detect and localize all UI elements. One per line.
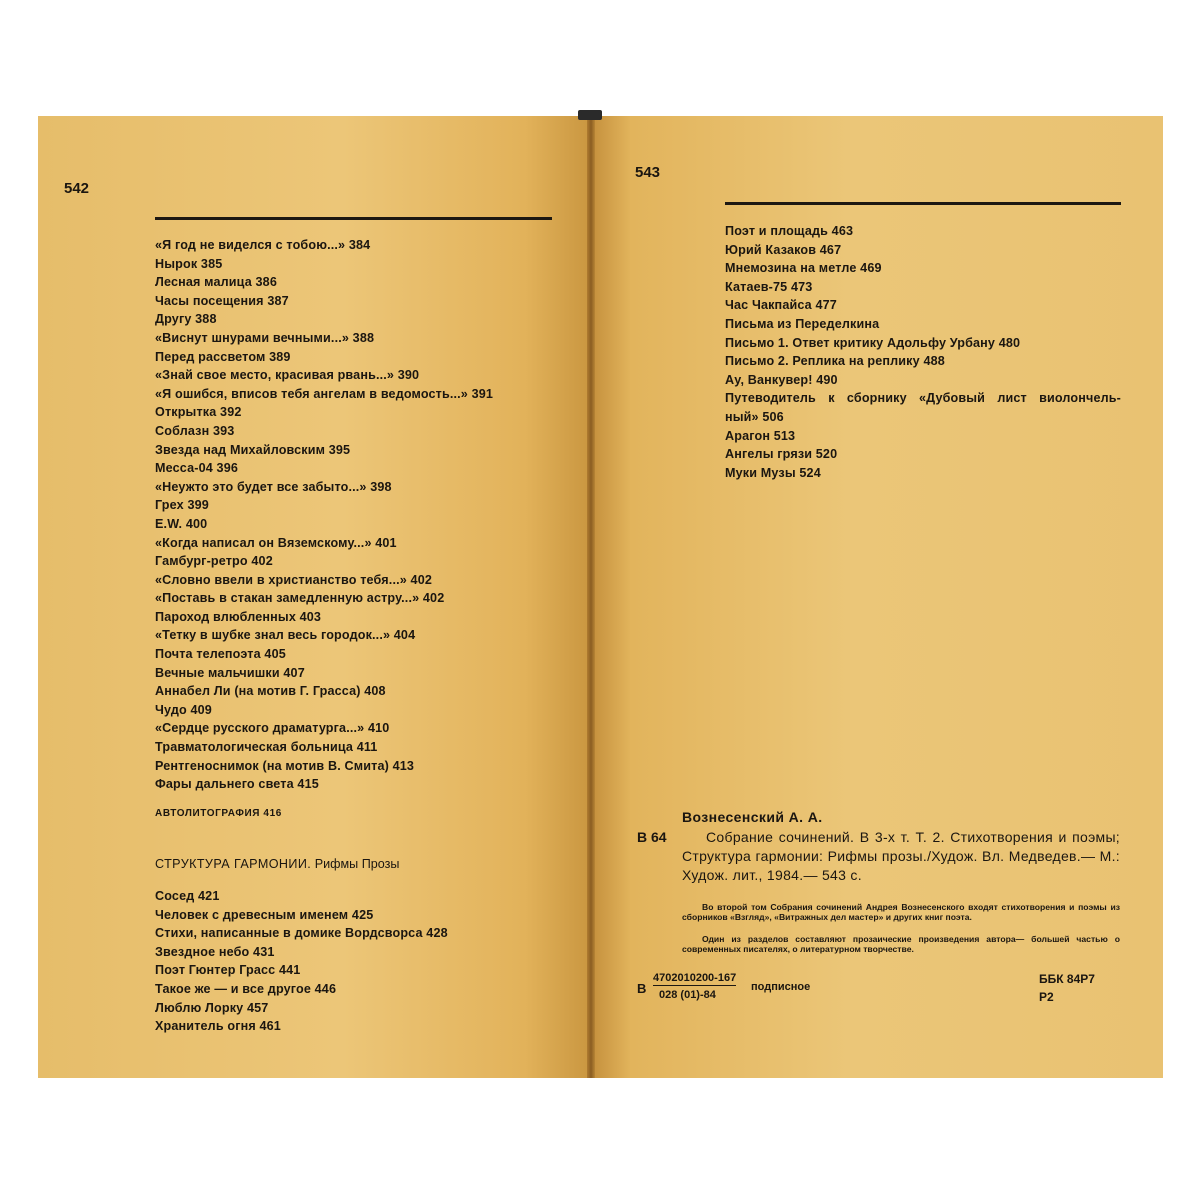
toc-entry: Рентгеноснимок (на мотив В. Смита) 413: [155, 758, 415, 773]
toc-entry: Час Чакпайса 477: [725, 298, 837, 313]
toc-entry: «Знай свое место, красивая рвань...» 390: [155, 368, 420, 383]
toc-entry: Перед рассветом 389: [155, 349, 291, 364]
toc-entry: Люблю Лорку 457: [155, 1000, 269, 1015]
toc-entry: Чудо 409: [155, 702, 212, 717]
index-fraction-bottom: 028 (01)-84: [659, 989, 716, 1001]
toc-entry: Ау, Ванкувер! 490: [725, 372, 838, 387]
toc-entry: Сосед 421: [155, 889, 220, 903]
toc-entry: Вечные мальчишки 407: [155, 665, 305, 680]
toc-entry: Месса-04 396: [155, 461, 239, 476]
book-spine: [587, 116, 595, 1078]
right-page: [591, 116, 1163, 1078]
section-title: [155, 857, 399, 871]
toc-entry: Письмо 2. Реплика на реплику 488: [725, 354, 945, 369]
toc-entry: E.W. 400: [155, 516, 208, 531]
toc-entry: Аннабел Ли (на мотив Г. Грасса) 408: [155, 684, 386, 699]
toc-entry: Человек с древесным именем 425: [155, 907, 374, 922]
toc-list-left: [155, 236, 493, 794]
toc-entry: Путеводитель к сборнику «Дубовый лист виолончель-: [725, 391, 1121, 406]
toc-list-right: [725, 222, 1121, 482]
toc-entry: Часы посещения 387: [155, 293, 289, 308]
toc-entry: Поэт и площадь 463: [725, 224, 854, 238]
toc-list-left-section: [155, 887, 448, 1036]
toc-entry: «Поставь в стакан замедленную астру...» 402: [155, 591, 445, 606]
index-fraction-top: 4702010200-167: [653, 972, 737, 984]
bbk-code: ББК 84Р7: [1039, 972, 1095, 986]
toc-entry: Звезда над Михайловским 395: [155, 442, 351, 457]
toc-entry: Мнемозина на метле 469: [725, 261, 882, 276]
toc-entry: Лесная малица 386: [155, 275, 277, 290]
header-rule-right: [725, 202, 1121, 205]
toc-entry: Хранитель огня 461: [155, 1019, 281, 1034]
toc-entry: «Неужто это будет все забыто...» 398: [155, 479, 392, 494]
header-rule-left: [155, 217, 552, 220]
toc-entry: Открытка 392: [155, 405, 242, 420]
toc-entry: Соблазн 393: [155, 423, 235, 438]
biblio-code: В 64: [637, 829, 667, 845]
toc-entry: Ангелы грязи 520: [725, 447, 838, 462]
toc-entry: Письмо 1. Ответ критику Адольфу Урбану 480: [725, 335, 1021, 350]
autolithography-entry: АВТОЛИТОГРАФИЯ 416: [155, 808, 282, 819]
toc-entry: Травматологическая больница 411: [155, 740, 378, 755]
section-title-caps: СТРУКТУРА ГАРМОНИИ.: [155, 857, 312, 871]
toc-entry: «Я год не виделся с тобою...» 384: [155, 238, 371, 252]
index-letter: В: [637, 981, 647, 996]
toc-entry: Такое же — и все другое 446: [155, 981, 337, 996]
toc-entry: Юрий Казаков 467: [725, 242, 842, 257]
toc-entry: Звездное небо 431: [155, 944, 275, 959]
toc-entry: «Когда написал он Вяземскому...» 401: [155, 535, 397, 550]
toc-entry: Другу 388: [155, 312, 217, 327]
toc-entry: Почта телепоэта 405: [155, 647, 286, 662]
subscription-label: подписное: [751, 981, 811, 993]
toc-entry: Катаев-75 473: [725, 279, 813, 294]
toc-entry: «Сердце русского драматурга...» 410: [155, 721, 390, 736]
left-page: [38, 116, 591, 1078]
open-book: [38, 116, 1163, 1078]
spine-binding: [578, 110, 602, 120]
bbk-subcode: Р2: [1039, 990, 1054, 1004]
toc-entry: Гамбург-ретро 402: [155, 554, 273, 569]
catalog-index: [637, 972, 1117, 1012]
toc-entry: Пароход влюбленных 403: [155, 609, 322, 624]
toc-entry: «Словно ввели в христианство тебя...» 402: [155, 572, 433, 587]
biblio-abstract-2: Один из разделов составляют прозаические произведения автора— большей частью о современных писателях, о литературном творчестве.: [682, 934, 1120, 955]
section-title-rest: Рифмы Прозы: [314, 857, 400, 871]
biblio-abstract-1: Во второй том Собрания сочинений Андрея Вознесенского входят стихотворения и поэмы из сборников «Взгляд», «Витражных дел мастер» и других книг поэта.: [682, 902, 1120, 923]
toc-entry: Поэт Гюнтер Грасс 441: [155, 963, 301, 978]
toc-entry: Муки Музы 524: [725, 465, 821, 480]
toc-entry: Грех 399: [155, 498, 209, 513]
page-number-left: 542: [64, 180, 90, 197]
toc-entry: «Тетку в шубке знал весь городок...» 404: [155, 628, 416, 643]
biblio-description: Собрание сочинений. В 3-х т. Т. 2. Стихотворения и поэмы; Структура гармонии: Рифмы прозы./Худож. Вл. Медведев.— М.: Худож. лит., 1984.— 543 с.: [682, 829, 1120, 883]
toc-entry: ный» 506: [725, 409, 784, 424]
toc-entry: Нырок 385: [155, 256, 223, 271]
toc-entry: Стихи, написанные в домике Вордсворса 428: [155, 926, 448, 941]
toc-entry: Фары дальнего света 415: [155, 777, 319, 792]
toc-entry: «Я ошибся, вписов тебя ангелам в ведомость...» 391: [155, 386, 494, 401]
page-number-right: 543: [635, 164, 661, 181]
toc-entry: Письма из Переделкина: [725, 316, 880, 331]
toc-entry: Арагон 513: [725, 428, 796, 443]
toc-entry: «Виснут шнурами вечными...» 388: [155, 330, 375, 345]
biblio-author: Вознесенский А. А.: [682, 809, 823, 825]
